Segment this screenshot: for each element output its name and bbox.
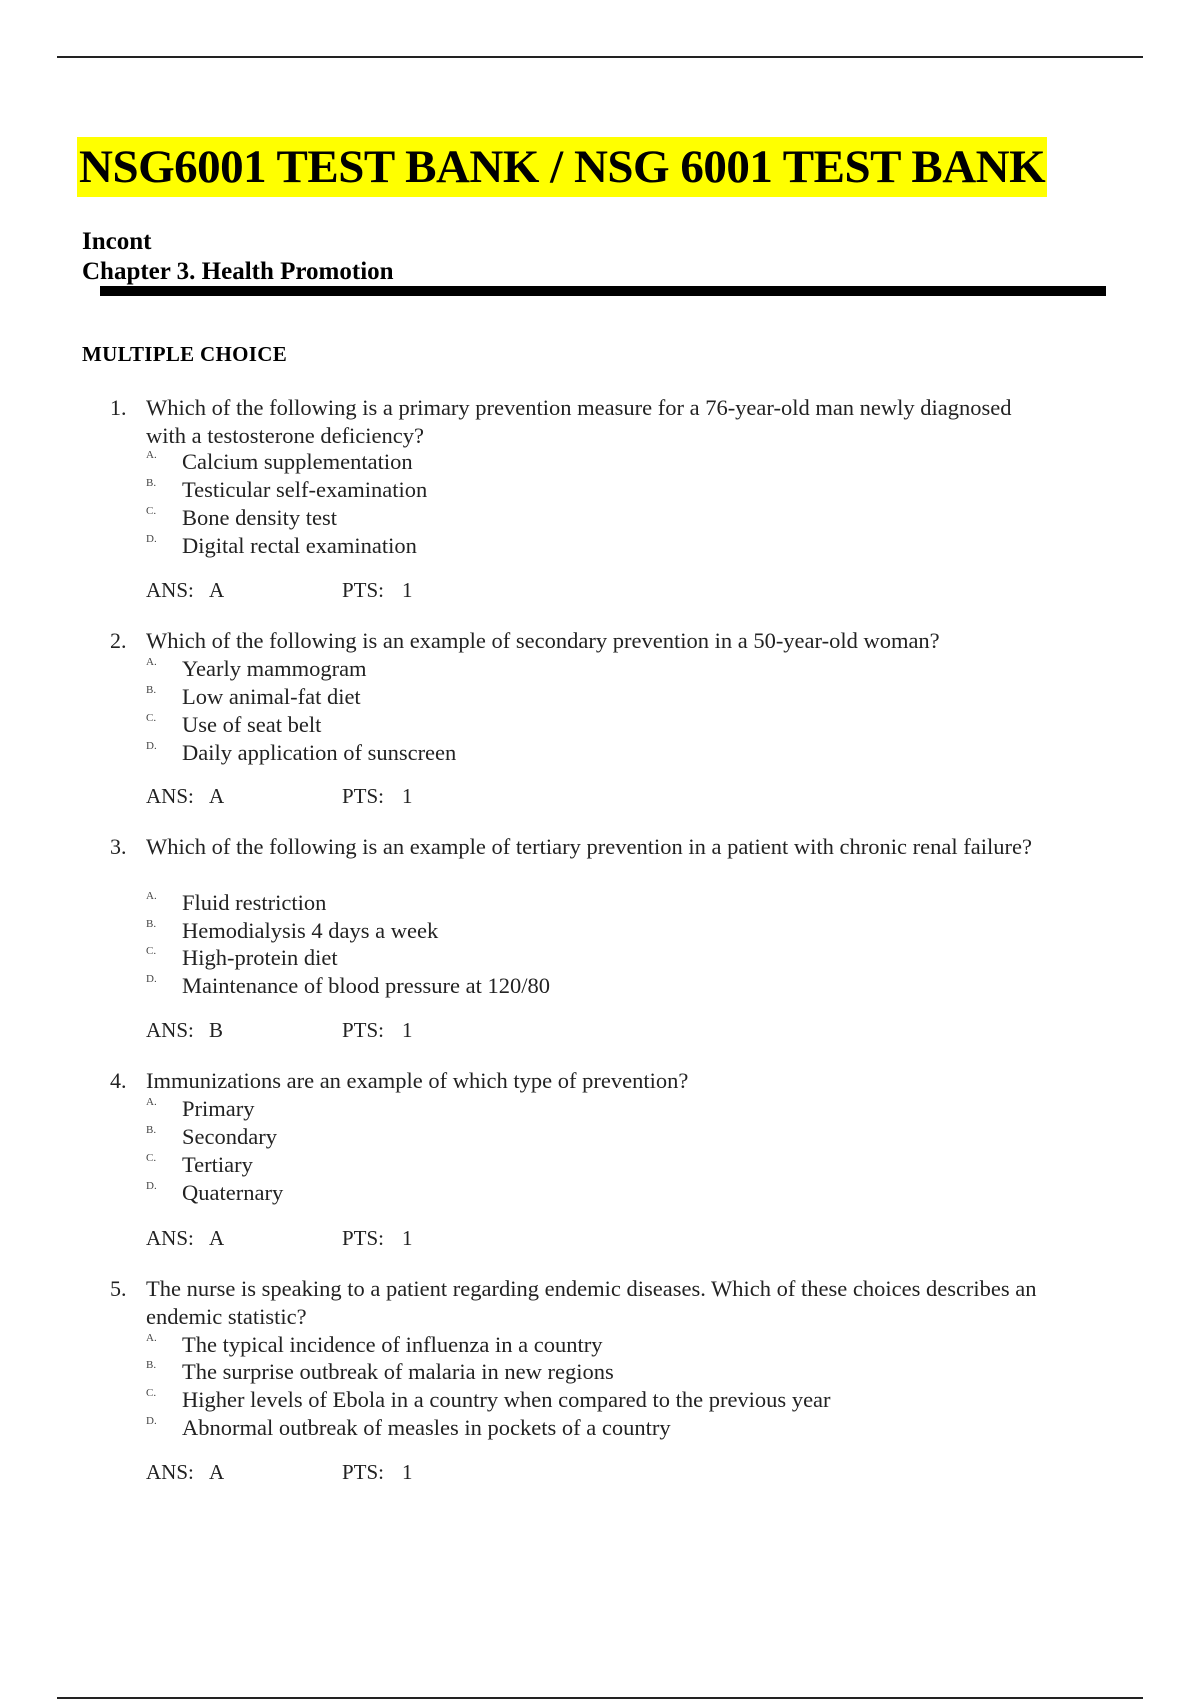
- points-label: PTS:: [342, 1018, 385, 1042]
- option-letter: C.: [146, 1152, 157, 1164]
- option-letter: C.: [146, 505, 157, 517]
- points-value: 1: [402, 1226, 413, 1250]
- answer-value: A: [209, 578, 225, 602]
- option-letter: A.: [146, 1332, 157, 1344]
- bottom-rule: [57, 1697, 1143, 1699]
- question-text: Immunizations are an example of which type of prevention?: [146, 1068, 689, 1093]
- question-number: 4.: [110, 1068, 127, 1093]
- question-number: 1.: [110, 395, 127, 420]
- option-text: The typical incidence of influenza in a country: [182, 1332, 603, 1357]
- option-text: Higher levels of Ebola in a country when compared to the previous year: [182, 1387, 831, 1412]
- option-letter: D.: [146, 533, 157, 545]
- option-text: Quaternary: [182, 1180, 284, 1205]
- question-text: Which of the following is an example of tertiary prevention in a patient with chronic renal failure?: [146, 834, 1032, 859]
- option-text: Hemodialysis 4 days a week: [182, 918, 439, 943]
- option-letter: B.: [146, 918, 157, 930]
- answer-value: A: [209, 1226, 225, 1250]
- option-text: Abnormal outbreak of measles in pockets of a country: [182, 1415, 671, 1440]
- option-letter: D.: [146, 740, 157, 752]
- points-value: 1: [402, 578, 413, 602]
- option-letter: C.: [146, 1387, 157, 1399]
- option-letter: B.: [146, 477, 157, 489]
- answer-value: B: [209, 1018, 224, 1042]
- answer-label: ANS:: [146, 1460, 194, 1484]
- option-text: The surprise outbreak of malaria in new regions: [182, 1359, 614, 1384]
- option-text: Maintenance of blood pressure at 120/80: [182, 973, 551, 998]
- option-text: Calcium supplementation: [182, 449, 413, 474]
- option-letter: C.: [146, 712, 157, 724]
- option-letter: D.: [146, 1180, 157, 1192]
- option-text: Bone density test: [182, 505, 337, 530]
- answer-label: ANS:: [146, 1226, 194, 1250]
- option-text: Low animal-fat diet: [182, 684, 361, 709]
- option-text: Fluid restriction: [182, 890, 327, 915]
- points-label: PTS:: [342, 1460, 385, 1484]
- option-letter: A.: [146, 890, 157, 902]
- option-letter: D.: [146, 1415, 157, 1427]
- option-letter: B.: [146, 1124, 157, 1136]
- option-text: Daily application of sunscreen: [182, 740, 457, 765]
- answer-label: ANS:: [146, 1018, 194, 1042]
- option-text: Tertiary: [182, 1152, 253, 1177]
- option-text: Yearly mammogram: [182, 656, 367, 681]
- option-letter: A.: [146, 449, 157, 461]
- question-text: Which of the following is an example of secondary prevention in a 50-year-old woman?: [146, 628, 940, 653]
- answer-value: A: [209, 784, 225, 808]
- option-letter: D.: [146, 973, 157, 985]
- option-letter: A.: [146, 1096, 157, 1108]
- question-number: 2.: [110, 628, 127, 653]
- option-text: Secondary: [182, 1124, 277, 1149]
- top-rule: [57, 56, 1143, 58]
- option-text: Testicular self-examination: [182, 477, 428, 502]
- option-text: Digital rectal examination: [182, 533, 417, 558]
- question-number: 5.: [110, 1276, 127, 1301]
- question-number: 3.: [110, 834, 127, 859]
- option-letter: B.: [146, 684, 157, 696]
- option-text: Use of seat belt: [182, 712, 322, 737]
- document-title: NSG6001 TEST BANK / NSG 6001 TEST BANK: [77, 137, 1047, 197]
- chapter-divider: [100, 286, 1106, 296]
- points-label: PTS:: [342, 1226, 385, 1250]
- question-text: The nurse is speaking to a patient regarding endemic diseases. Which of these choices describes an endemic statistic?: [146, 1276, 1037, 1329]
- option-letter: A.: [146, 656, 157, 668]
- author-line: Incont: [82, 228, 152, 255]
- points-value: 1: [402, 1460, 413, 1484]
- option-text: High-protein diet: [182, 945, 338, 970]
- question-text: Which of the following is a primary prevention measure for a 76-year-old man newly diagnosed with a testosterone deficiency?: [146, 395, 1012, 448]
- points-label: PTS:: [342, 784, 385, 808]
- points-value: 1: [402, 784, 413, 808]
- option-letter: B.: [146, 1359, 157, 1371]
- answer-value: A: [209, 1460, 225, 1484]
- section-heading: MULTIPLE CHOICE: [82, 342, 288, 366]
- option-text: Primary: [182, 1096, 255, 1121]
- option-letter: C.: [146, 945, 157, 957]
- answer-label: ANS:: [146, 578, 194, 602]
- points-value: 1: [402, 1018, 413, 1042]
- chapter-title: Chapter 3. Health Promotion: [82, 258, 394, 285]
- points-label: PTS:: [342, 578, 385, 602]
- answer-label: ANS:: [146, 784, 194, 808]
